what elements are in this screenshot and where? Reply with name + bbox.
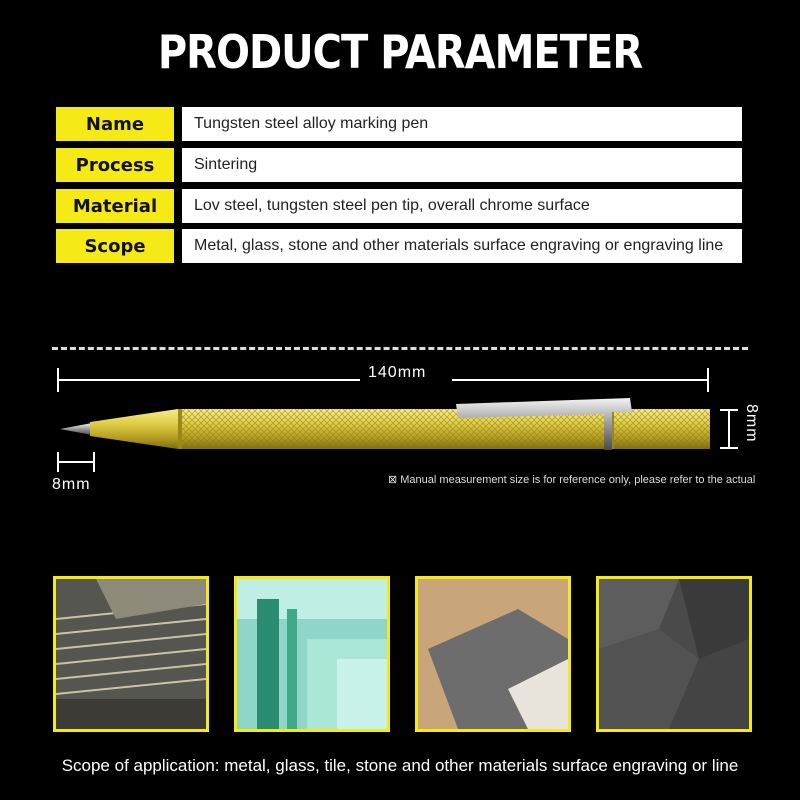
param-value: Metal, glass, stone and other materials surface engraving or engraving line [182, 229, 742, 263]
metal-sheets-image [56, 579, 206, 729]
material-tile-tile [415, 576, 571, 732]
param-value: Lov steel, tungsten steel pen tip, overall chrome surface [182, 189, 742, 223]
param-value: Sintering [182, 148, 742, 182]
param-value: Tungsten steel alloy marking pen [182, 107, 742, 141]
glass-panes-image [237, 579, 387, 729]
stone-tile-image [418, 579, 568, 729]
material-tile-stone [596, 576, 752, 732]
diameter-label: 8mm [743, 404, 760, 443]
rock-surface-image [599, 579, 749, 729]
page-title: PRODUCT PARAMETER [157, 26, 643, 80]
tip-label: 8mm [52, 476, 91, 493]
measurement-note: ⊠ Manual measurement size is for reference only, please refer to the actual [388, 474, 756, 486]
application-caption: Scope of application: metal, glass, tile, stone and other materials surface engraving or line [61, 756, 739, 775]
material-tile-metal [53, 576, 209, 732]
param-label: Name [56, 107, 174, 141]
param-label: Material [56, 189, 174, 223]
length-label: 140mm [368, 364, 427, 381]
param-label: Scope [56, 229, 174, 263]
param-label: Process [56, 148, 174, 182]
material-tile-glass [234, 576, 390, 732]
